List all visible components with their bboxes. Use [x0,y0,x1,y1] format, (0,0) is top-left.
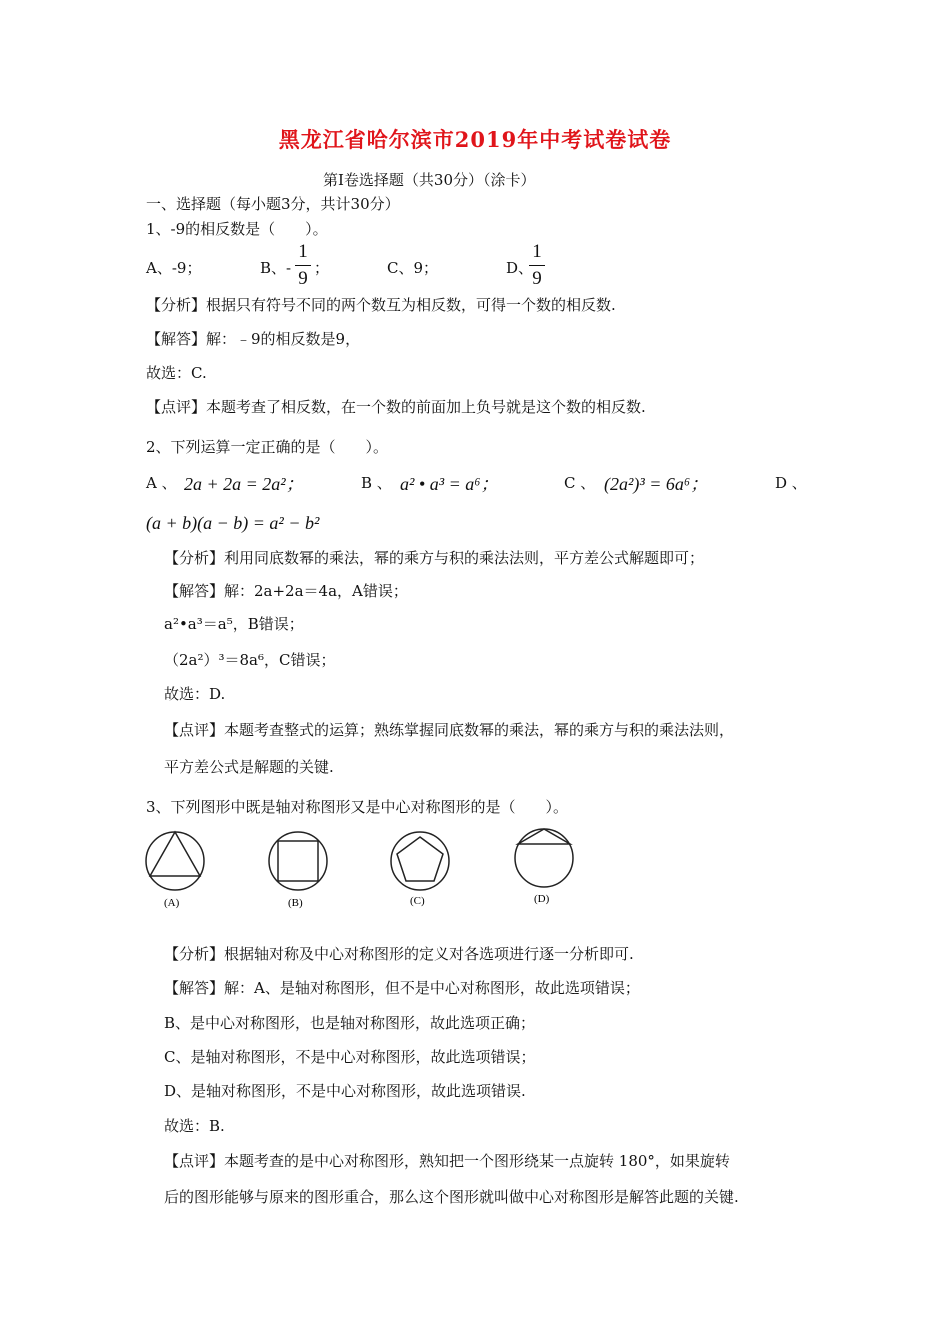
q1-option-b: B、- [260,259,292,277]
q2-analysis: 【分析】利用同底数幂的乘法，幂的乘方与积的乘法法则，平方差公式解题即可； [164,549,705,567]
q3-line-d: D、是轴对称图形，不是中心对称图形，故此选项错误. [164,1082,526,1100]
section-heading: 第Ⅰ卷选择题（共30分）（涂卡） [323,171,536,189]
q2-comment-2: 平方差公式是解题的关键. [164,758,334,776]
fraction-numerator: 1 [532,241,542,262]
fraction-denominator: 9 [532,268,542,289]
q3-answer: 【解答】解：A、是轴对称图形，但不是中心对称图形，故此选项错误； [164,979,640,997]
figure-b-label: (B) [288,897,303,909]
q1-option-c: C、9； [387,259,439,277]
figure-d-label: (D) [534,893,550,905]
q1-analysis: 【分析】根据只有符号不同的两个数互为相反数，可得一个数的相反数. [146,296,616,314]
q1-option-a: A、-9； [146,259,202,277]
q1-option-b-fraction [295,241,311,290]
figure-b [269,832,327,890]
q2-expr-d: (a + b)(a − b) = a² − b² [146,513,320,533]
q2-expr-c: (2a²)³ = 6a⁶； [604,474,709,494]
fraction-bar [529,265,545,266]
q3-analysis: 【分析】根据轴对称及中心对称图形的定义对各选项进行逐一分析即可. [164,945,634,963]
figure-a-label: (A) [164,897,180,909]
q1-comment: 【点评】本题考查了相反数，在一个数的前面加上负号就是这个数的相反数. [146,398,646,416]
q2-expr-b: a² • a³ = a⁶； [400,474,499,494]
q3-stem: 3、下列图形中既是轴对称图形又是中心对称图形的是（ ）。 [146,798,569,816]
q2-expr-a: 2a + 2a = 2a²； [184,474,304,494]
q2-answer: 【解答】解：2a+2a＝4a，A错误； [164,582,408,600]
fraction-numerator: 1 [298,241,308,262]
q1-choice: 故选：C. [146,364,207,382]
q2-line-c: （2a²）³＝8a⁶，C错误； [164,651,336,669]
figure-c-label: (C) [410,895,425,907]
q3-choice: 故选：B. [164,1117,225,1135]
q2-label-d: D 、 [775,474,807,492]
q2-label-c: C 、 [564,474,596,492]
q2-label-a: A 、 [146,474,177,492]
q2-comment-1: 【点评】本题考查整式的运算；熟练掌握同底数幂的乘法，幂的乘方与积的乘法法则， [164,721,735,739]
q3-comment-2: 后的图形能够与原来的图形重合，那么这个图形就叫做中心对称图形是解答此题的关键. [164,1188,739,1206]
part-heading: 一、选择题（每小题3分，共计30分） [146,195,400,213]
q2-label-b: B 、 [361,474,392,492]
q3-comment-1: 【点评】本题考查的是中心对称图形，熟知把一个图形绕某一点旋转 180°，如果旋转 [164,1152,730,1170]
figure-c [391,832,449,890]
q3-figures [140,826,600,914]
q3-line-c: C、是轴对称图形，不是中心对称图形，故此选项错误； [164,1048,536,1066]
fraction-denominator: 9 [298,268,308,289]
q2-stem: 2、下列运算一定正确的是（ ）。 [146,438,389,456]
figure-a [146,832,204,890]
q1-option-d: D、 [506,259,534,277]
q2-line-b: a²•a³＝a⁵，B错误； [164,615,304,633]
q3-line-b: B、是中心对称图形，也是轴对称图形，故此选项正确； [164,1014,536,1032]
figure-d [515,829,573,887]
q1-stem: 1、-9的相反数是（ ）。 [146,220,328,238]
document-title: 黑龙江省哈尔滨市2019年中考试卷试卷 [278,127,672,152]
q1-option-d-fraction [529,241,545,290]
q2-choice: 故选：D. [164,685,226,703]
q1-answer: 【解答】解：﹣9的相反数是9， [146,330,361,348]
fraction-bar [295,265,311,266]
q1-option-b-semicolon: ； [314,259,330,277]
